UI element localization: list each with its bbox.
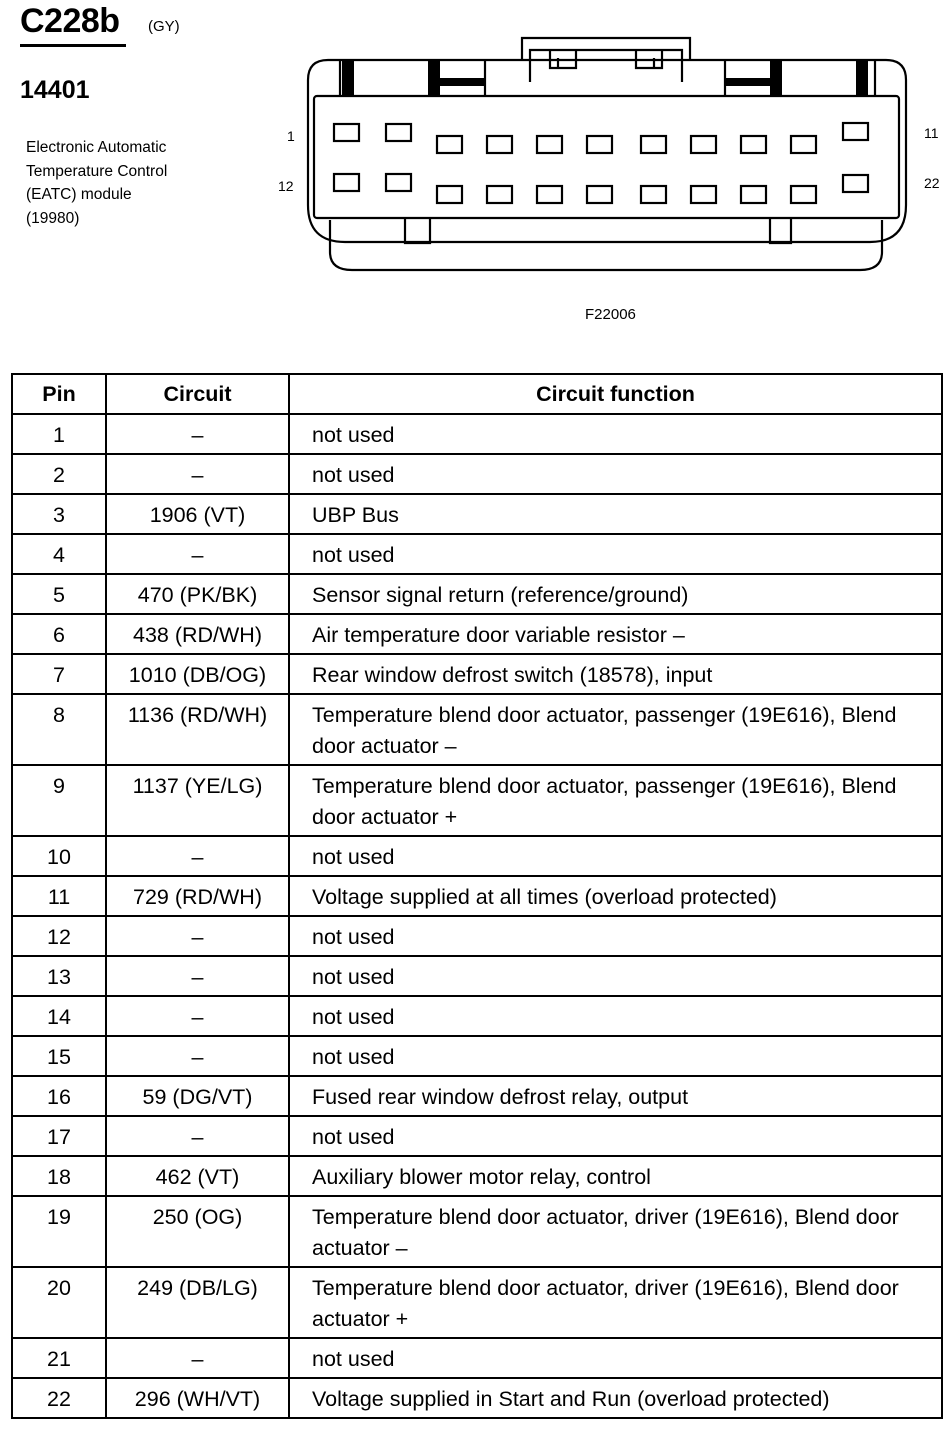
circuit-cell: – — [106, 1036, 289, 1076]
pin-cell: 2 — [12, 454, 106, 494]
function-cell: Fused rear window defrost relay, output — [289, 1076, 942, 1116]
pin-cell: 21 — [12, 1338, 106, 1378]
pin-cell: 22 — [12, 1378, 106, 1418]
pin-label-1: 1 — [287, 128, 295, 144]
description-line: (EATC) module — [26, 186, 132, 203]
circuit-cell: 1136 (RD/WH) — [106, 694, 289, 765]
table-row — [12, 414, 942, 454]
pin-cell: 5 — [12, 574, 106, 614]
pin-cell: 6 — [12, 614, 106, 654]
table-row — [12, 694, 942, 765]
circuit-cell: 250 (OG) — [106, 1196, 289, 1267]
table-row — [12, 876, 942, 916]
function-cell: Temperature blend door actuator, driver (19E616), Blend door actuator – — [289, 1196, 942, 1267]
function-cell: Auxiliary blower motor relay, control — [289, 1156, 942, 1196]
pin-label-12: 12 — [278, 178, 294, 194]
function-cell: not used — [289, 916, 942, 956]
function-cell: not used — [289, 996, 942, 1036]
circuit-cell: – — [106, 414, 289, 454]
pin-cell: 8 — [12, 694, 106, 765]
module-description — [26, 136, 167, 230]
table-row — [12, 1267, 942, 1338]
circuit-cell: – — [106, 956, 289, 996]
circuit-cell: 1906 (VT) — [106, 494, 289, 534]
circuit-cell: 1010 (DB/OG) — [106, 654, 289, 694]
pin-cell: 20 — [12, 1267, 106, 1338]
function-cell: Air temperature door variable resistor – — [289, 614, 942, 654]
circuit-cell: – — [106, 916, 289, 956]
circuit-cell: 1137 (YE/LG) — [106, 765, 289, 836]
connector-face-diagram — [290, 30, 920, 280]
table-row — [12, 574, 942, 614]
function-cell: not used — [289, 534, 942, 574]
table-row — [12, 1338, 942, 1378]
header-circuit: Circuit — [106, 374, 289, 414]
title-underline — [20, 44, 126, 47]
part-number: 14401 — [20, 76, 90, 104]
table-row — [12, 1156, 942, 1196]
table-row — [12, 494, 942, 534]
circuit-cell: 462 (VT) — [106, 1156, 289, 1196]
description-line: (19980) — [26, 209, 80, 227]
description-line: Temperature Control — [26, 162, 168, 180]
table-row — [12, 1116, 942, 1156]
table-row — [12, 996, 942, 1036]
pin-cell: 3 — [12, 494, 106, 534]
description-line: Electronic Automatic — [26, 139, 167, 156]
function-cell: not used — [289, 1116, 942, 1156]
pin-cell: 9 — [12, 765, 106, 836]
pin-cell: 13 — [12, 956, 106, 996]
circuit-cell: 438 (RD/WH) — [106, 614, 289, 654]
function-cell: not used — [289, 1036, 942, 1076]
function-cell: Rear window defrost switch (18578), input — [289, 654, 942, 694]
pin-cell: 10 — [12, 836, 106, 876]
pin-cell: 11 — [12, 876, 106, 916]
function-cell: Temperature blend door actuator, passenger (19E616), Blend door actuator + — [289, 765, 942, 836]
table-row — [12, 654, 942, 694]
pin-cell: 12 — [12, 916, 106, 956]
pin-cell: 18 — [12, 1156, 106, 1196]
circuit-cell: – — [106, 1116, 289, 1156]
table-row — [12, 1036, 942, 1076]
function-cell: Sensor signal return (reference/ground) — [289, 574, 942, 614]
circuit-cell: – — [106, 534, 289, 574]
header-pin: Pin — [12, 374, 106, 414]
table-row — [12, 765, 942, 836]
pin-cell: 17 — [12, 1116, 106, 1156]
pin-label-22: 22 — [924, 175, 940, 191]
circuit-cell: – — [106, 454, 289, 494]
pin-cell: 16 — [12, 1076, 106, 1116]
connector-id: C228b — [20, 2, 120, 40]
table-row — [12, 1076, 942, 1116]
function-cell: UBP Bus — [289, 494, 942, 534]
function-cell: Temperature blend door actuator, driver (19E616), Blend door actuator + — [289, 1267, 942, 1338]
function-cell: not used — [289, 414, 942, 454]
function-cell: not used — [289, 454, 942, 494]
circuit-cell: 249 (DB/LG) — [106, 1267, 289, 1338]
function-cell: not used — [289, 956, 942, 996]
pin-label-11: 11 — [924, 125, 939, 141]
circuit-cell: – — [106, 836, 289, 876]
pin-cell: 14 — [12, 996, 106, 1036]
table-header-row — [12, 374, 942, 414]
circuit-cell: 59 (DG/VT) — [106, 1076, 289, 1116]
pin-cell: 4 — [12, 534, 106, 574]
function-cell: Temperature blend door actuator, passenger (19E616), Blend door actuator – — [289, 694, 942, 765]
table-row — [12, 1378, 942, 1418]
pin-cell: 15 — [12, 1036, 106, 1076]
function-cell: not used — [289, 836, 942, 876]
function-cell: Voltage supplied in Start and Run (overload protected) — [289, 1378, 942, 1418]
table-row — [12, 956, 942, 996]
table-row — [12, 916, 942, 956]
pinout-table — [11, 373, 943, 1419]
function-cell: not used — [289, 1338, 942, 1378]
connector-color-code: (GY) — [148, 18, 180, 35]
figure-id: F22006 — [585, 306, 636, 323]
table-row — [12, 1196, 942, 1267]
table-row — [12, 534, 942, 574]
table-row — [12, 614, 942, 654]
circuit-cell: 296 (WH/VT) — [106, 1378, 289, 1418]
circuit-cell: 729 (RD/WH) — [106, 876, 289, 916]
header-circuit-function: Circuit function — [289, 374, 942, 414]
pin-cell: 7 — [12, 654, 106, 694]
table-row — [12, 454, 942, 494]
circuit-cell: – — [106, 996, 289, 1036]
function-cell: Voltage supplied at all times (overload protected) — [289, 876, 942, 916]
circuit-cell: – — [106, 1338, 289, 1378]
pin-cell: 19 — [12, 1196, 106, 1267]
circuit-cell: 470 (PK/BK) — [106, 574, 289, 614]
table-row — [12, 836, 942, 876]
pin-cell: 1 — [12, 414, 106, 454]
